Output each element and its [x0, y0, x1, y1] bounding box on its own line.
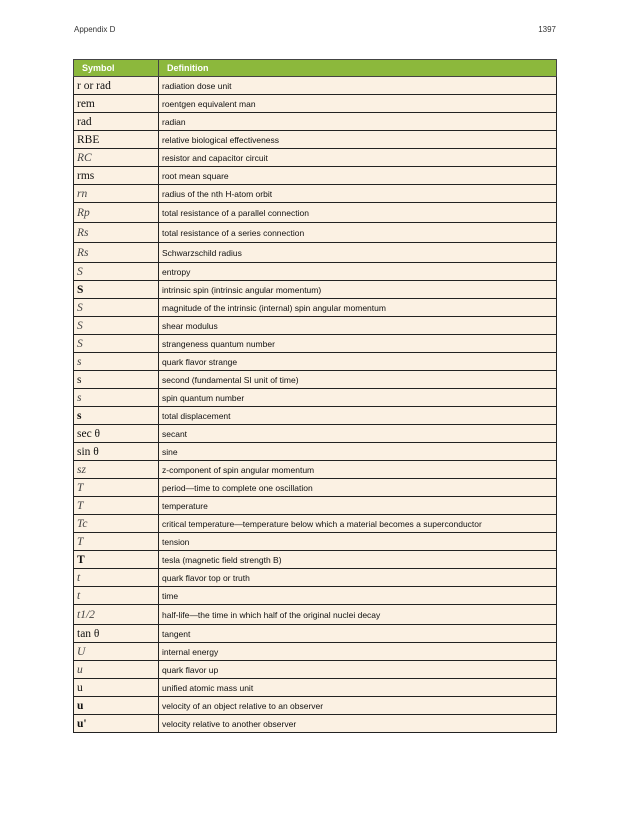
table-row [74, 353, 557, 371]
definition-cell: tesla (magnetic field strength B) [159, 551, 557, 569]
symbol-cell: U [74, 643, 159, 661]
definition-cell: secant [159, 425, 557, 443]
symbol-cell: sz [74, 461, 159, 479]
symbol-cell: sec θ [74, 425, 159, 443]
table-row [74, 425, 557, 443]
table-row [74, 149, 557, 167]
definition-cell: tension [159, 533, 557, 551]
table-row [74, 77, 557, 95]
definition-cell: radiation dose unit [159, 77, 557, 95]
definition-cell: total resistance of a series connection [159, 223, 557, 243]
symbol-cell: T [74, 497, 159, 515]
definition-cell: velocity relative to another observer [159, 715, 557, 733]
symbol-cell: rem [74, 95, 159, 113]
symbol-definition-table [73, 59, 557, 733]
table-row [74, 389, 557, 407]
definition-cell: roentgen equivalent man [159, 95, 557, 113]
definition-cell: intrinsic spin (intrinsic angular momentum) [159, 281, 557, 299]
symbol-cell: sin θ [74, 443, 159, 461]
definition-cell: spin quantum number [159, 389, 557, 407]
symbol-cell: r or rad [74, 77, 159, 95]
definition-cell: quark flavor top or truth [159, 569, 557, 587]
table-row [74, 587, 557, 605]
definition-cell: time [159, 587, 557, 605]
table-header-row [74, 60, 557, 77]
definition-cell: radian [159, 113, 557, 131]
table-row [74, 95, 557, 113]
page-number: 1397 [538, 25, 556, 34]
table-row [74, 131, 557, 149]
table-row [74, 661, 557, 679]
symbol-cell: Rs [74, 223, 159, 243]
symbol-cell: Rs [74, 243, 159, 263]
symbol-cell: S [74, 335, 159, 353]
definition-cell: root mean square [159, 167, 557, 185]
definition-cell: internal energy [159, 643, 557, 661]
symbol-cell: T [74, 533, 159, 551]
table-row [74, 643, 557, 661]
symbol-cell: S [74, 299, 159, 317]
table-row [74, 461, 557, 479]
symbol-cell: Rp [74, 203, 159, 223]
definition-cell: magnitude of the intrinsic (internal) spin angular momentum [159, 299, 557, 317]
table-row [74, 443, 557, 461]
table-row [74, 515, 557, 533]
symbol-cell: u [74, 697, 159, 715]
running-header-left: Appendix D [74, 25, 116, 34]
table-row [74, 281, 557, 299]
definition-cell: second (fundamental SI unit of time) [159, 371, 557, 389]
symbol-cell: t [74, 569, 159, 587]
table-row [74, 715, 557, 733]
definition-cell: z-component of spin angular momentum [159, 461, 557, 479]
symbol-cell: rms [74, 167, 159, 185]
table-row [74, 533, 557, 551]
table-row [74, 335, 557, 353]
table-row [74, 605, 557, 625]
table-row [74, 317, 557, 335]
table-row [74, 263, 557, 281]
symbol-cell: T [74, 479, 159, 497]
definition-cell: strangeness quantum number [159, 335, 557, 353]
table-row [74, 299, 557, 317]
definition-cell: period—time to complete one oscillation [159, 479, 557, 497]
table-row [74, 371, 557, 389]
symbol-cell: tan θ [74, 625, 159, 643]
table-row [74, 679, 557, 697]
table-row [74, 113, 557, 131]
table-body [74, 77, 557, 733]
symbol-cell: S [74, 263, 159, 281]
table-row [74, 497, 557, 515]
symbol-cell: t [74, 587, 159, 605]
table-row [74, 697, 557, 715]
table-row [74, 407, 557, 425]
table-row [74, 569, 557, 587]
table-row [74, 551, 557, 569]
definition-cell: shear modulus [159, 317, 557, 335]
symbol-cell: s [74, 389, 159, 407]
definition-cell: relative biological effectiveness [159, 131, 557, 149]
table-row [74, 625, 557, 643]
symbol-cell: s [74, 371, 159, 389]
symbol-cell: T [74, 551, 159, 569]
symbol-cell: Tc [74, 515, 159, 533]
symbol-cell: s [74, 407, 159, 425]
symbol-cell: RBE [74, 131, 159, 149]
table-row [74, 223, 557, 243]
definition-cell: critical temperature—temperature below which a material becomes a superconductor [159, 515, 557, 533]
table-row [74, 479, 557, 497]
definition-cell: radius of the nth H-atom orbit [159, 185, 557, 203]
table-row [74, 167, 557, 185]
symbol-cell: u' [74, 715, 159, 733]
definition-cell: unified atomic mass unit [159, 679, 557, 697]
definition-cell: entropy [159, 263, 557, 281]
definition-cell: total resistance of a parallel connection [159, 203, 557, 223]
table-row [74, 203, 557, 223]
symbol-cell: u [74, 679, 159, 697]
definition-cell: velocity of an object relative to an observer [159, 697, 557, 715]
definition-cell: sine [159, 443, 557, 461]
symbol-cell: S [74, 281, 159, 299]
symbol-cell: s [74, 353, 159, 371]
definition-cell: quark flavor strange [159, 353, 557, 371]
table-row [74, 185, 557, 203]
column-header-definition: Definition [159, 60, 557, 77]
symbol-cell: rad [74, 113, 159, 131]
definition-cell: temperature [159, 497, 557, 515]
table-row [74, 243, 557, 263]
symbol-cell: t1/2 [74, 605, 159, 625]
column-header-symbol: Symbol [74, 60, 159, 77]
symbol-cell: rn [74, 185, 159, 203]
definition-cell: half-life—the time in which half of the original nuclei decay [159, 605, 557, 625]
definition-cell: resistor and capacitor circuit [159, 149, 557, 167]
symbol-cell: RC [74, 149, 159, 167]
definition-cell: tangent [159, 625, 557, 643]
symbol-cell: u [74, 661, 159, 679]
definition-cell: total displacement [159, 407, 557, 425]
definition-cell: quark flavor up [159, 661, 557, 679]
definition-cell: Schwarzschild radius [159, 243, 557, 263]
symbol-cell: S [74, 317, 159, 335]
